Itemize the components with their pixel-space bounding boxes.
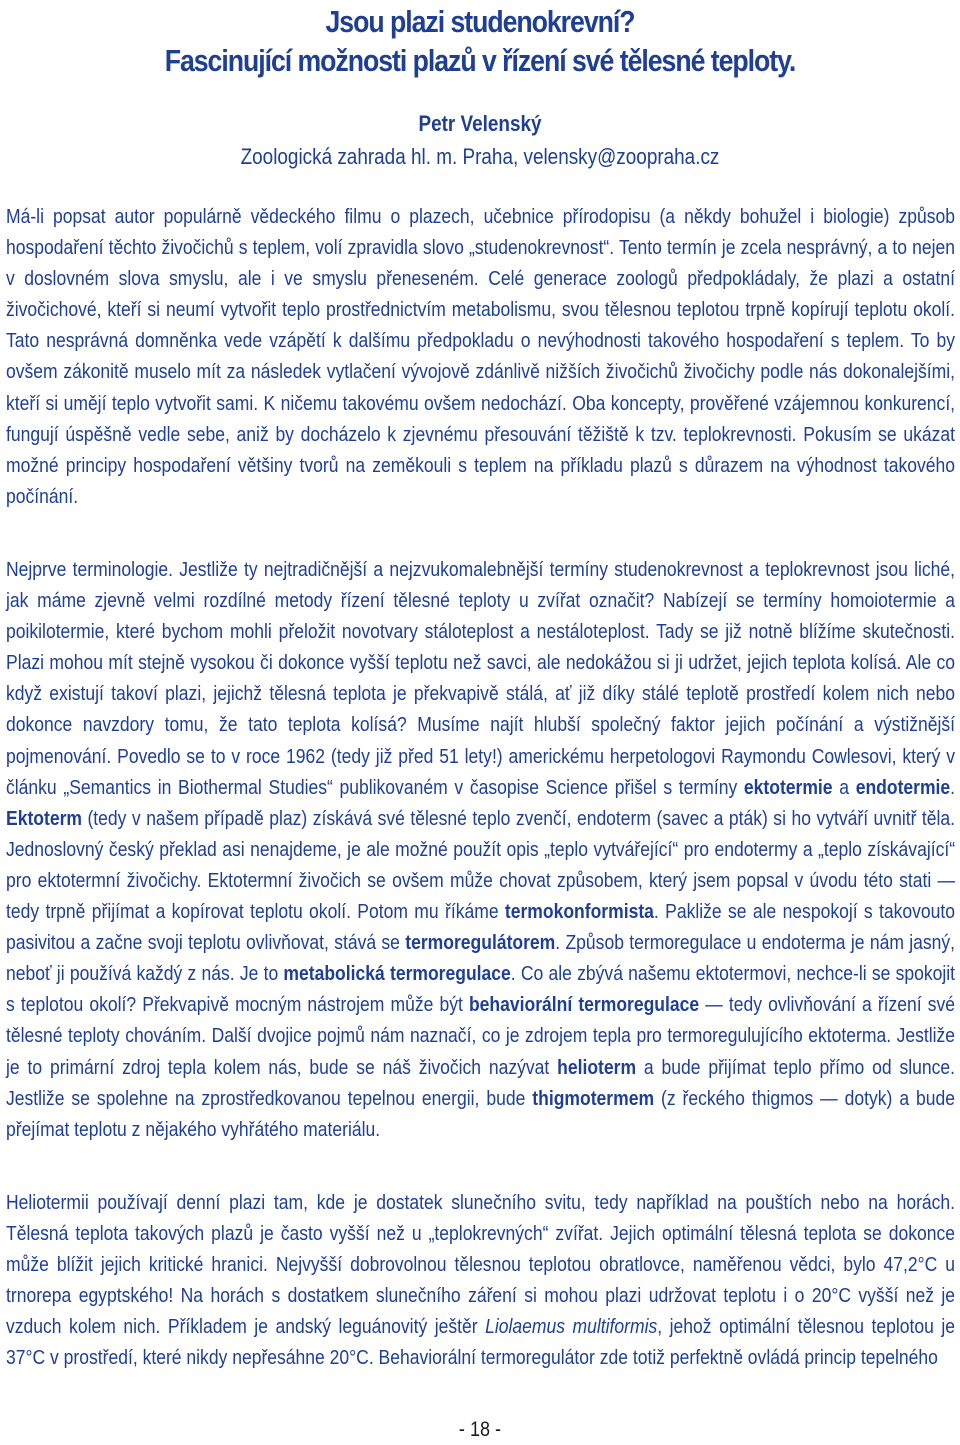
page-number: - 18 - [458,1418,502,1441]
text-segment: . [510,962,516,986]
page-title-line1: Jsou plazi studenokrevní? [325,4,635,39]
bold-term: Ektoterm [6,806,82,830]
text-segment: Ale co když existují takoví plazi, jejichž tělesná teplota je překvapivě stálá, ať již díky stálé teplotě prostředí kolem nich nebo dokonce navzdory tomu, že tato teplota kolísá? [6,651,956,737]
text-segment: Má-li popsat autor populárně vědeckého filmu o plazech, učebnice přírodopisu (a někdy bohužel i biologie) způsob hospodaření těchto živočichů s teplem, volí zpravidla slovo „studenokrevnost“. [6,205,956,260]
bold-term: termoregulátorem [405,931,556,955]
text-segment: Příkladem je andský leguánovitý ještěr [160,1315,486,1339]
text-segment: Jejich optimální tělesná teplota se dokonce může blížit jejich kritické hranici. [6,1222,956,1277]
text-segment: Behaviorální termoregulátor zde totiž perfektně ovládá princip tepelného [373,1346,938,1370]
text-segment: Celé generace zoologů předpokládaly, že plazi a ostatní živočichové, kteří si neumí vytvořit teplo prostřednictvím metabolismu, svou tělesnou teplotou trpně kopírují teplotu okolí. [6,267,956,322]
bold-term: helioterm [557,1055,637,1079]
text-segment: Jestliže ty nejtradičnější a nejzvukomalebnější termíny studenokrevnost a teplokrevnost jsou liché, jak máme zjevně velmi rozdílné metody řízení tělesné teploty u zvířat označit? [6,558,956,613]
bold-term: thigmotermem [532,1086,655,1110]
text-segment: Pokusím se ukázat možné principy hospodaření většiny tvorů na zeměkouli s teplem na příkladu plazů s důrazem na výhodnost takového počínání. [6,422,956,508]
text-segment: Tento termín je zcela nesprávný, a to nejen v doslovném slova smyslu, ale i ve smyslu přeneseném. [6,236,956,291]
text-segment: Ektotermní živočich se ovšem může chovat způsobem, který jsem popsal v úvodu této stati — tedy trpně přijímat a kopírovat teplotu okolí. [6,868,956,924]
bold-term: ektotermie [743,775,833,799]
bold-term: metabolická termoregulace [283,962,511,986]
text-segment: Nabízejí se termíny homoiotermie a poikilotermie, které bychom mohli přeložit novotvary stáloteplost a nestáloteplost. [6,589,956,644]
author-affiliation: Zoologická zahrada hl. m. Praha, velensky@zoopraha.cz [240,144,720,169]
page-title-line2: Fascinující možnosti plazů v řízení své tělesné teploty. [164,43,796,78]
author-name: Petr Velenský [418,111,542,136]
text-segment: . [555,931,561,955]
text-segment: , jehož optimální tělesnou teplotou je 37°C v prostředí, které nikdy nepřesáhne 20°C. [6,1315,956,1370]
text-segment: Povedlo se to v roce 1962 (tedy již před 51 lety!) americkému herpetologovi Raymondu Cowlesovi, který v článku „Semantics in Biothermal Studies“ publikovaném v časopise Science přišel s termíny [6,744,956,799]
italic-term: Liolaemus multiformis [485,1315,658,1339]
text-segment: Heliotermii používají denní plazi tam, kde je dostatek slunečního svitu, tedy například na pouštích nebo na horách. [6,1191,956,1214]
text-segment: Další dvojice pojmů nám naznačí, co je zdrojem tepla pro termoregulujícího ektoterma. [206,1024,892,1048]
paragraph-heliothermy [6,1187,955,1374]
text-segment: To by ovšem zákonitě muselo mít za následek vytlačení vývojově zdánlivě nižších živočichů živočichy podle nás dokonalejšími, kteří si umějí teplo vytvořit sami. [6,329,956,415]
text-segment: a bude přijímat teplo přímo od slunce. [636,1055,956,1079]
bold-term: behaviorální termoregulace [468,993,700,1017]
bold-term: endotermie [855,775,951,799]
text-segment: a [832,775,856,799]
text-segment: Jestliže je to primární zdroj tepla kolem nás, bude se náš živočich nazývat [6,1024,956,1079]
bold-term: termokonformista [504,900,654,924]
text-segment: Tělesná teplota takových plazů je často vyšší než u „teplokrevných“ zvířat. [6,1222,604,1246]
text-segment: Musíme najít hlubší společný faktor jejich počínání a výstižnější pojmenování. [6,713,956,768]
text-segment: Co ale zbývá našemu ektotermovi, nechce-li se spokojit s teplotou okolí? Překvapivě mocným nástrojem může být [6,962,956,1017]
text-segment: Jednoslovný český překlad asi nenajdeme, je ale možné použít opis „teplo vytvářející“ pro endotermy a „teplo získávající“ pro ektotermní živočichy. [6,837,956,892]
text-segment: Způsob termoregulace u endoterma je nám jasný, neboť ji používá každý z nás. Je to [6,931,956,986]
text-segment: Nejvyšší dobrovolnou tělesnou teplotou obratlovce, naměřenou vědci, bylo 47,2°C u trnorepa egyptského! [6,1253,956,1308]
text-segment: Na horách s dostatkem slunečního záření si mohou plazi udržovat teplotu i o 20°C vyšší než je vzduch kolem nich. [6,1284,956,1339]
text-segment: K ničemu takovému ovšem nedochází. [258,391,567,415]
text-segment: Pakliže se ale nespokojí s takovouto pasivitou a začne svoji teplotu ovlivňovat, stává se [6,900,956,955]
paragraph-intro [6,201,955,512]
text-segment: Tato nesprávná domněnka vede vzápětí k dalšímu předpokladu o nevýhodnosti takového hospodaření s teplem. [6,329,905,353]
text-segment: (tedy v našem případě plaz) získává své tělesné teplo zvenčí, endoterm (savec a pták) si ho vytváří uvnitř těla. [81,806,956,830]
text-segment: Plazi mohou mít stejně vysokou či dokonce vyšší teplotu než savci, ale nedokážou si ji udržet, jejich teplota kolísá. [6,651,902,675]
text-segment: Potom mu říkáme [350,900,505,924]
text-segment: . [653,900,659,924]
paragraph-terminology [6,554,955,1145]
text-segment: Jestliže se spolehne na zprostředkovanou tepelnou energii, bude [6,1086,533,1110]
text-segment: — tedy ovlivňování a řízení své tělesné teploty chováním. [6,993,956,1048]
text-segment: Nejprve terminologie. [6,558,174,581]
text-segment: Oba koncepty, prověřené vzájemnou konkurencí, fungují úspěšně vedle sebe, aniž by docházelo k zjevnému přesouvání těžiště k tzv. teplokrevnosti. [6,391,956,446]
text-segment: (z řeckého thigmos — dotyk) a bude přejímat teplotu z nějakého vyhřátého materiálu. [6,1086,956,1141]
text-segment: . [950,775,956,799]
text-segment: Tady se již notně blížíme skutečnosti. [649,620,956,644]
